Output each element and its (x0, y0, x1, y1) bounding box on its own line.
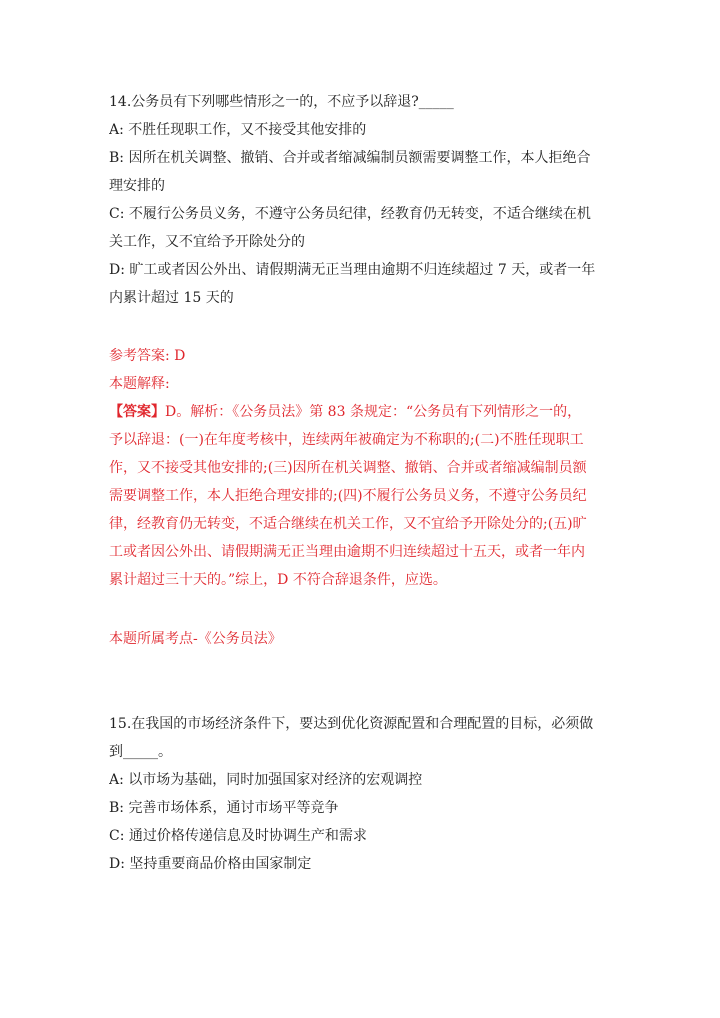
explanation-line: 予以辞退：(一)在年度考核中，连续两年被确定为不称职的;(二)不胜任现职工 (109, 432, 584, 448)
explanation-label: 本题解释: (109, 376, 170, 392)
question-14 (109, 88, 629, 312)
question-14-option-a: A: 不胜任现职工作，又不接受其他安排的 (109, 122, 367, 138)
question-14-option-c: C: 不履行公务员义务，不遵守公务员纪律，经教育仍无转变，不适合继续在机 (109, 206, 591, 222)
question-15 (109, 710, 629, 878)
explanation-line: 作，又不接受其他安排的;(三)因所在机关调整、撤销、合并或者缩减编制员额 (109, 460, 587, 476)
question-15-option-c: C: 通过价格传递信息及时协调生产和需求 (109, 828, 367, 844)
explanation-line (109, 398, 629, 426)
explanation-line: 工或者因公外出、请假期满无正当理由逾期不归连续超过十五天，或者一年内 (109, 544, 585, 560)
question-14-option-b-cont: 理安排的 (109, 178, 165, 194)
topic-14 (109, 625, 629, 653)
question-15-stem-cont: 到_____。 (109, 744, 172, 760)
reference-answer: 参考答案: D (109, 348, 186, 364)
explanation-line: 需要调整工作，本人拒绝合理安排的;(四)不履行公务员义务，不遵守公务员纪 (109, 488, 587, 504)
explanation-line: 律，经教育仍无转变，不适合继续在机关工作，又不宜给予开除处分的;(五)旷 (109, 516, 587, 532)
question-15-option-d: D: 坚持重要商品价格由国家制定 (109, 856, 312, 872)
question-14-option-d: D: 旷工或者因公外出、请假期满无正当理由逾期不归连续超过 7 天，或者一年 (109, 262, 596, 278)
question-14-stem: 14.公务员有下列哪些情形之一的，不应予以辞退?_____ (109, 94, 454, 110)
question-14-option-b: B: 因所在机关调整、撤销、合并或者缩减编制员额需要调整工作，本人拒绝合 (109, 150, 591, 166)
question-15-stem: 15.在我国的市场经济条件下，要达到优化资源配置和合理配置的目标，必须做 (109, 716, 594, 732)
answer-tag: 【答案】 (109, 404, 165, 420)
question-14-option-d-cont: 内累计超过 15 天的 (109, 290, 234, 306)
question-15-option-a: A: 以市场为基础，同时加强国家对经济的宏观调控 (109, 772, 423, 788)
explanation-text: D。解析：《公务员法》第 83 条规定：“公务员有下列情形之一的， (165, 404, 582, 420)
answer-14 (109, 342, 629, 594)
question-15-option-b: B: 完善市场体系，通讨市场平等竞争 (109, 800, 339, 816)
explanation-line: 累计超过三十天的。”综上，D 不符合辞退条件，应选。 (109, 572, 447, 588)
question-14-option-c-cont: 关工作，又不宜给予开除处分的 (109, 234, 305, 250)
topic-label: 本题所属考点-《公务员法》 (109, 631, 282, 647)
